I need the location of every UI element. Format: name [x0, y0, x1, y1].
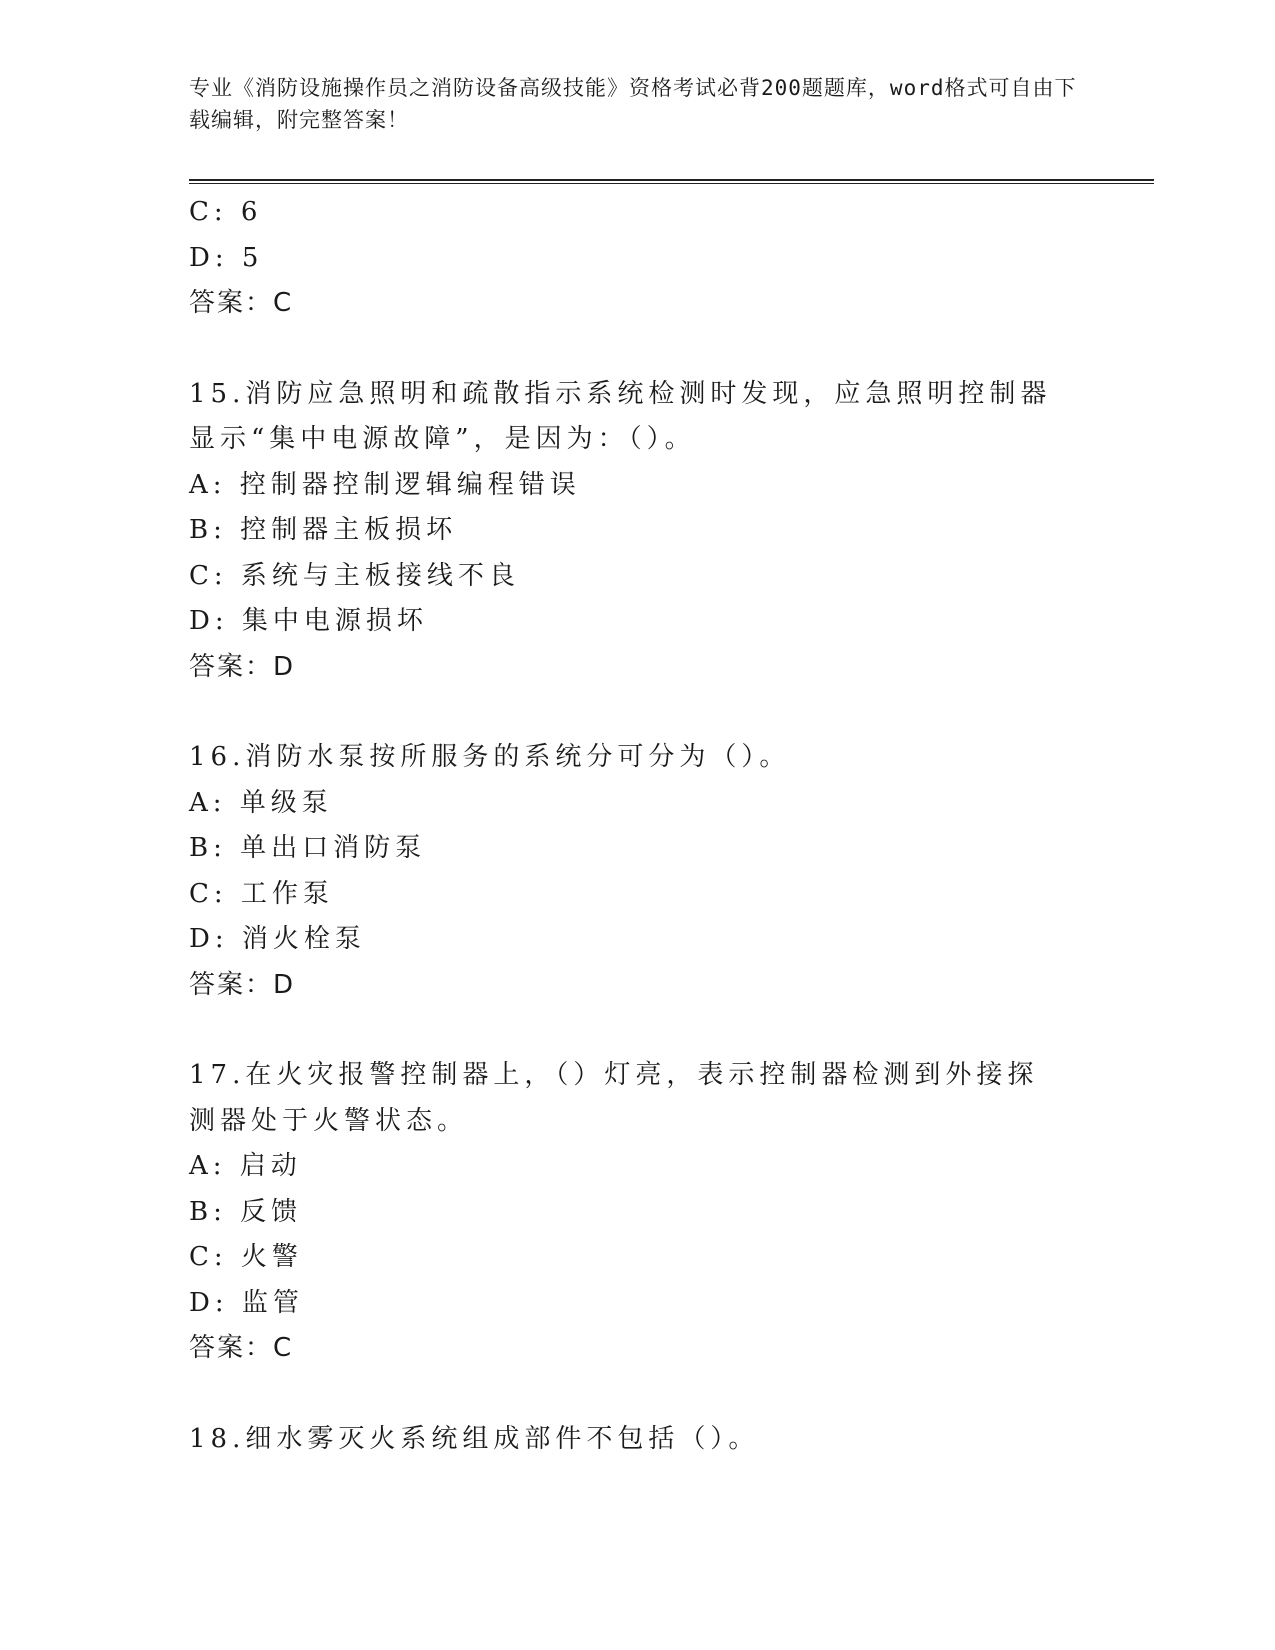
question-text: 17.在火灾报警控制器上，（）灯亮，表示控制器检测到外接探测器处于火警状态。 — [189, 1060, 1039, 1136]
option-line: B: 控制器主板损坏 — [189, 515, 458, 545]
question-text: 15.消防应急照明和疏散指示系统检测时发现，应急照明控制器显示“集中电源故障”，是因为：（）。 — [189, 378, 1052, 454]
spacer — [189, 1372, 1089, 1417]
option-line: B: 反馈 — [189, 1196, 303, 1227]
option-line: C: 火警 — [189, 1242, 303, 1272]
question-text: 18.细水雾灭火系统组成部件不包括（）。 — [189, 1423, 760, 1454]
document-header: 专业《消防设施操作员之消防设备高级技能》资格考试必背200题题库，word格式可自由下载编辑，附完整答案！ — [189, 76, 1077, 132]
answer-line: 答案：C — [189, 288, 294, 318]
option-line: C: 系统与主板接线不良 — [189, 560, 520, 591]
option-line: D: 集中电源损坏 — [189, 606, 428, 636]
option-line: A: 单级泵 — [189, 787, 333, 818]
option-line: C: 6 — [189, 197, 263, 227]
spacer — [189, 327, 1089, 372]
question-list — [189, 190, 1089, 1462]
option-line: B: 单出口消防泵 — [189, 833, 427, 863]
answer-line: 答案：C — [189, 1333, 294, 1363]
option-line: D: 5 — [189, 242, 264, 273]
answer-line: 答案：D — [189, 651, 296, 682]
option-line: D: 消火栓泵 — [189, 924, 366, 954]
option-line: A: 启动 — [189, 1151, 302, 1181]
option-line: D: 监管 — [189, 1287, 304, 1318]
answer-line: 答案：D — [189, 969, 296, 1000]
spacer — [189, 690, 1089, 735]
header-divider — [189, 179, 1154, 184]
spacer — [189, 1008, 1089, 1053]
option-line: C: 工作泵 — [189, 878, 334, 909]
option-line: A: 控制器控制逻辑编程错误 — [189, 469, 581, 500]
question-text: 16.消防水泵按所服务的系统分可分为（）。 — [189, 742, 791, 772]
